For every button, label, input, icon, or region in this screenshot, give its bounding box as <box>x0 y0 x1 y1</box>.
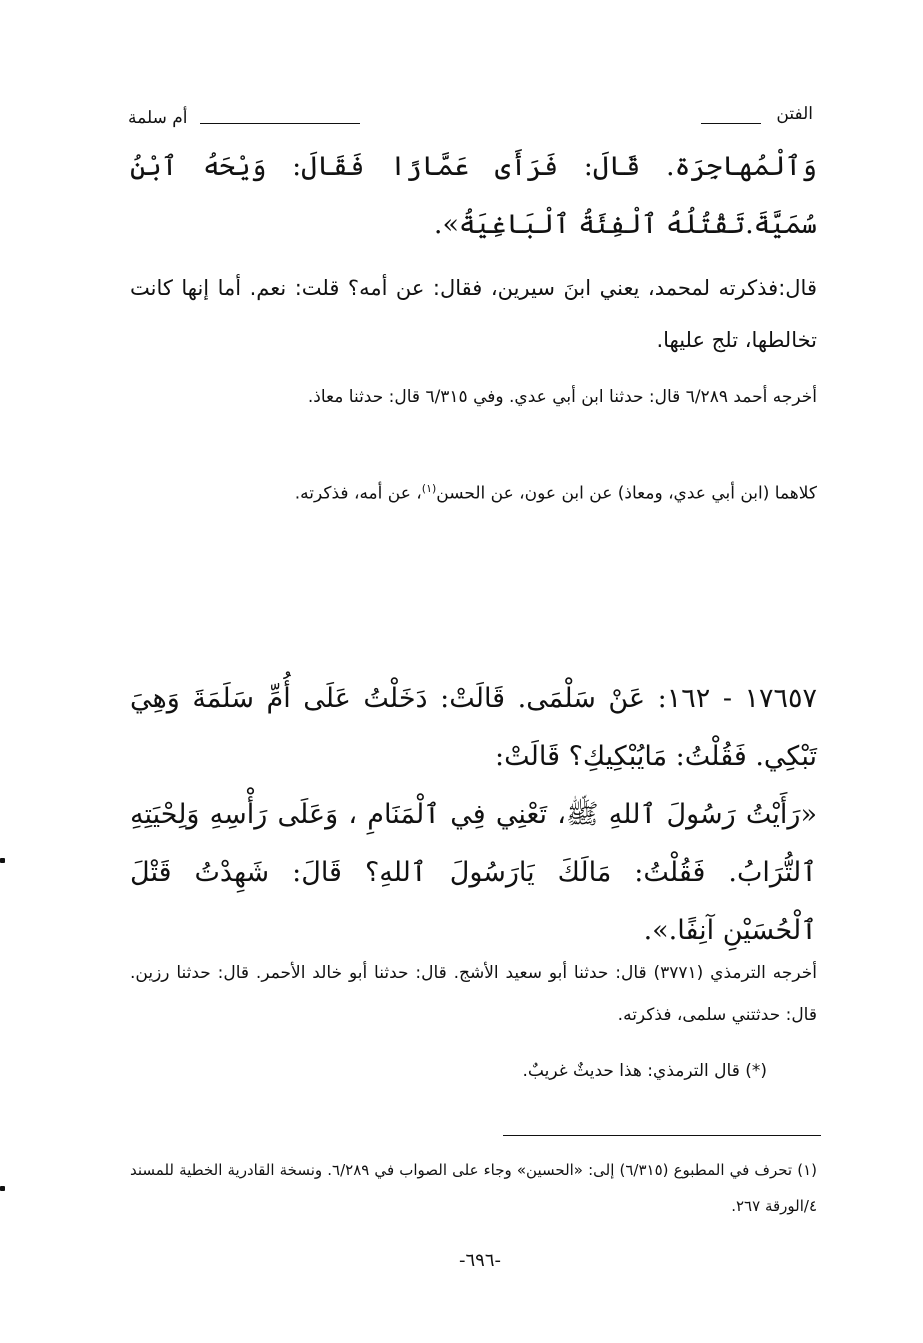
takhrij-note: أخرجه أحمد ٦/٢٨٩ قال: حدثنا ابن أبي عدي. وفي ٦/٣١٥ قال: حدثنا معاذ. <box>307 387 817 407</box>
scan-edge-mark <box>0 858 5 863</box>
header-book-title: الفتن <box>776 104 813 124</box>
takhrij-note-2 <box>130 468 817 515</box>
footnote-separator <box>503 1135 821 1136</box>
hadith-continuation: وَٱلْمُهاجِرَة. قَالَ: فَرَأَى عَمَّارًا فَقَالَ: وَيْحَهُ ٱبْنُ سُمَيَّةَ.تَقْتُلُهُ ٱلْفِئَةُ ٱلْبَاغِيَةُ». <box>130 151 817 240</box>
running-header <box>128 100 813 134</box>
page-number: -٦٩٦- <box>458 1250 501 1271</box>
takhrij-text: كلاهما (ابن أبي عدي، ومعاذ) عن ابن عون، عن الحسن <box>436 483 817 504</box>
footnote-ref: (١) <box>421 482 437 495</box>
narration-paragraph: قال:فذكرته لمحمد، يعني ابنَ سيرين، فقال: عن أمه؟ قلت: نعم. أما إنها كانت تخالطها، تلج عليها. <box>130 276 817 352</box>
takhrij-note-3: أخرجه الترمذي (٣٧٧١) قال: حدثنا أبو سعيد الأشج. قال: حدثنا أبو خالد الأحمر. قال: حدثنا رزين. قال: حدثتني سلمى، فذكرته. <box>130 963 817 1025</box>
hadith-text: «رَأَيْتُ رَسُولَ ٱللهِ ﷺ، تَعْنِي فِي ٱلْمَنَامِ ، وَعَلَى رَأْسِهِ وَلِحْيَتِهِ ٱلتُّرَابُ. فَقُلْتُ: مَالَكَ يَارَسُولَ ٱللهِ؟ قَالَ: شَهِدْتُ قَتْلَ ٱلْحُسَيْنِ آنِفًا.». <box>130 799 817 946</box>
footnote-text: تحرف في المطبوع (٦/٣١٥) إلى: «الحسين» وجاء على الصواب في ٦/٢٨٩. ونسخة القادرية الخطية للمسند ٤/الورقة ٢٦٧. <box>130 1161 817 1215</box>
footnote <box>130 1152 817 1224</box>
footnote-marker: (١) <box>797 1161 817 1179</box>
takhrij-text-end: ، عن أمه، فذكرته. <box>294 483 422 504</box>
scan-edge-mark <box>0 1186 5 1191</box>
hadith-heading: ١٧٦٥٧ - ١٦٢: عَنْ سَلْمَى. قَالَتْ: دَخَلْتُ عَلَى أُمِّ سَلَمَةَ وَهِيَ تَبْكِي. فَقُلْتُ: مَايُبْكِيكِ؟ قَالَتْ: <box>130 683 818 772</box>
header-chapter-title: أم سلمة <box>128 108 188 128</box>
header-rule-left <box>200 123 360 124</box>
header-rule-right <box>701 123 761 124</box>
tirmidhi-comment: (*) قال الترمذي: هذا حديثٌ غريبٌ. <box>522 1061 767 1081</box>
